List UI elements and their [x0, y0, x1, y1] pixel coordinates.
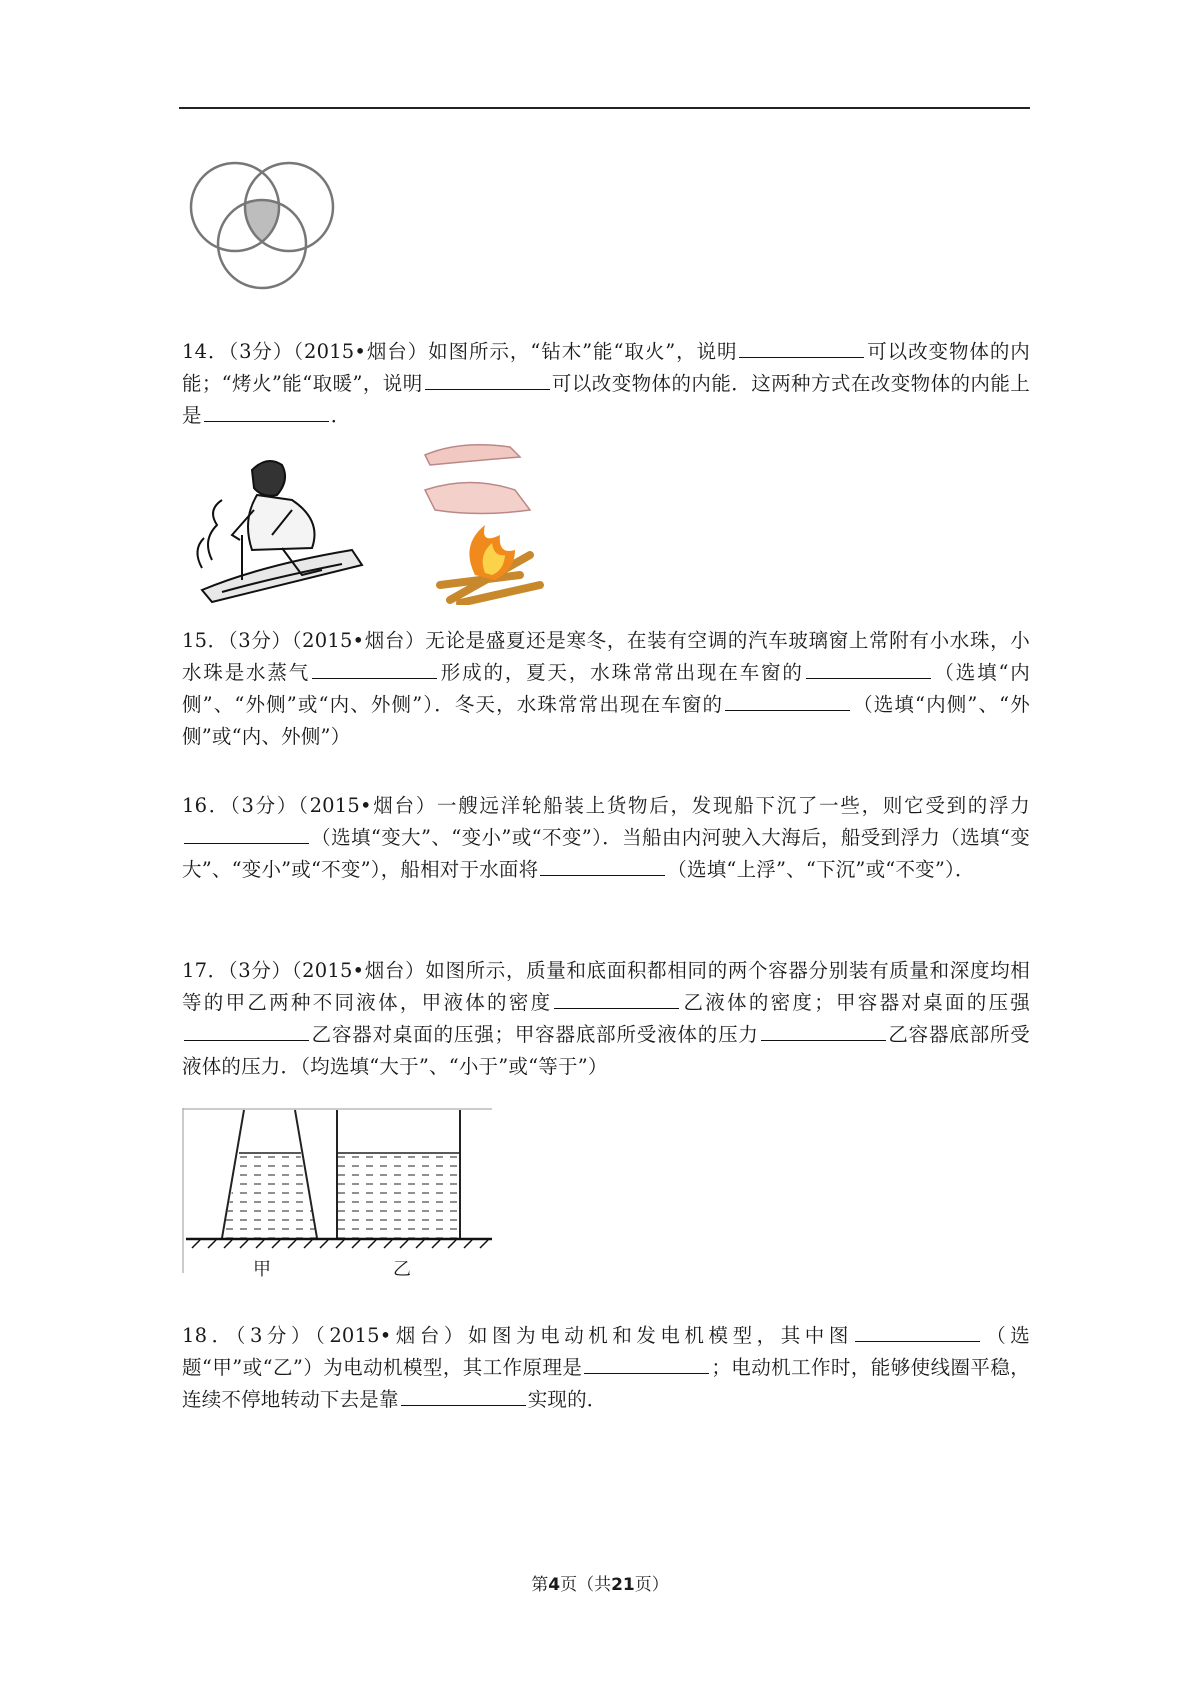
question-text: （选填“上浮”、“下沉”或“不变”）． [667, 858, 975, 881]
footer-text: 页） [634, 1575, 669, 1595]
question-number: 17． [182, 959, 228, 982]
question-number: 15． [182, 629, 228, 652]
question-meta: （3分）（2015•烟台） [229, 794, 437, 817]
header-rule [179, 107, 1030, 109]
question-number: 16． [182, 794, 230, 817]
answer-blank[interactable] [739, 339, 864, 358]
question-meta: （3分）（2015•烟台） [235, 1324, 468, 1347]
question-text: （选填“内侧”、“外侧”或“内、外侧”）．冬天，水珠常常出现在车窗的 [182, 661, 1030, 716]
question-text: 如图为电动机和发电机模型，其中图 [467, 1324, 853, 1347]
question-text: （选填“变大”、“变小”或“不变”）．当船由内河驶入大海后，船受到浮力（选填“变大”、“变小”或“不变”），船相对于水面将 [182, 826, 1030, 881]
answer-blank[interactable] [554, 990, 679, 1009]
container-label-jia: 甲 [253, 1259, 271, 1280]
answer-blank[interactable] [584, 1355, 709, 1374]
question-text: ；电动机工作时，能够使线圈平稳，连续不停地转动下去是靠 [182, 1356, 1030, 1411]
question-text: 形成的，夏天，水珠常常出现在车窗的 [439, 661, 804, 684]
page-footer [0, 1570, 1200, 1595]
answer-blank[interactable] [540, 857, 665, 876]
question-text: 无论是盛夏还是寒冬，在装有空调的汽车玻璃窗上常附有小水珠，小水珠是水蒸气 [182, 629, 1030, 684]
question-meta: （3分）（2015•烟台） [228, 340, 429, 363]
question-text: 可以改变物体的内能；“烤火”能“取暖”，说明 [182, 340, 1030, 395]
question-text: ． [330, 404, 351, 427]
question-number: 18． [182, 1324, 236, 1347]
question-text: 一艘远洋轮船装上货物后，发现船下沉了一些，则它受到的浮力 [436, 794, 1030, 817]
question-number: 14． [182, 340, 229, 363]
question-text: 实现的． [527, 1388, 607, 1411]
footer-total-pages: 21 [611, 1575, 635, 1595]
venn-diagram [188, 160, 338, 290]
question-16 [182, 790, 1030, 886]
answer-blank[interactable] [184, 1022, 309, 1041]
question-text: （选题“甲”或“乙”）为电动机模型，其工作原理是 [182, 1324, 1031, 1379]
drill-wood-illustration [182, 440, 372, 605]
question-18 [182, 1320, 1030, 1416]
answer-blank[interactable] [401, 1387, 526, 1406]
answer-blank[interactable] [725, 692, 850, 711]
question-17 [182, 955, 1030, 1083]
answer-blank[interactable] [204, 403, 329, 422]
container-label-yi: 乙 [393, 1259, 411, 1280]
question-meta: （3分）（2015•烟台） [227, 959, 426, 982]
question-text: 可以改变物体的内能．这两种方式在改变物体的内能上是 [182, 372, 1030, 427]
footer-text: 第 [531, 1575, 549, 1595]
containers-figure [182, 1108, 492, 1278]
question-text: 如图所示，“钻木”能“取火”，说明 [428, 340, 738, 363]
question-15 [182, 625, 1030, 753]
question-text: 乙容器对桌面的压强；甲容器底部所受液体的压力 [311, 1023, 759, 1046]
question-meta: （3分）（2015•烟台） [227, 629, 426, 652]
question-text: 如图所示，质量和底面积都相同的两个容器分别装有质量和深度均相等的甲乙两种不同液体，甲液体的密度 [182, 959, 1030, 1014]
footer-page-number: 4 [548, 1575, 561, 1595]
answer-blank[interactable] [761, 1022, 886, 1041]
answer-blank[interactable] [806, 660, 931, 679]
answer-blank[interactable] [184, 825, 309, 844]
warm-hands-illustration [420, 435, 550, 605]
question-text: 乙液体的密度；甲容器对桌面的压强 [681, 991, 1030, 1014]
answer-blank[interactable] [425, 371, 550, 390]
footer-text: 页（共 [560, 1575, 612, 1595]
answer-blank[interactable] [855, 1323, 980, 1342]
answer-blank[interactable] [312, 660, 437, 679]
question-14 [182, 336, 1030, 432]
question-text: （选填“内侧”、“外侧”或“内、外侧”） [182, 693, 1030, 748]
question-text: 乙容器底部所受液体的压力．（均选填“大于”、“小于”或“等于”） [182, 1023, 1030, 1078]
